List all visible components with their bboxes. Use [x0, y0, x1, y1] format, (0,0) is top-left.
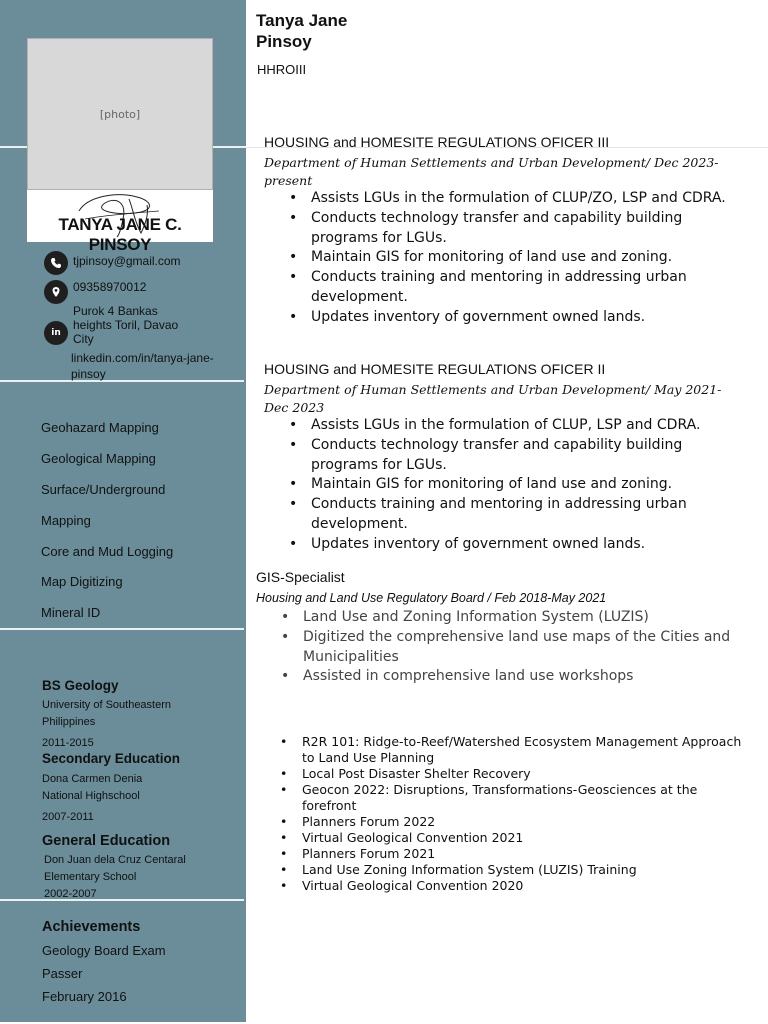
education-detail: University of Southeastern	[42, 699, 172, 711]
photo-caption: TANYA JANE C. PINSOY	[58, 215, 182, 254]
skill-item: Surface/Underground	[41, 482, 166, 497]
list-item: • Geocon 2022: Disruptions, Transformations-Geosciences at the forefront	[302, 782, 742, 814]
list-item: • Planners Forum 2021	[302, 846, 742, 862]
list-item: • Assisted in comprehensive land use workshops	[303, 667, 733, 687]
job-department: Housing and Land Use Regulatory Board / Feb 2018-May 2021	[256, 591, 607, 605]
education-detail: Philippines	[42, 716, 96, 728]
email-text[interactable]: tjpinsoy@gmail.com	[73, 254, 181, 268]
job-title: HOUSING and HOMESITE REGULATIONS OFICER II	[264, 361, 606, 377]
sidebar-divider	[0, 899, 244, 901]
list-item: • Updates inventory of government owned lands.	[311, 535, 731, 555]
skill-item: Geohazard Mapping	[41, 420, 159, 435]
list-item: • Updates inventory of government owned lands.	[311, 308, 731, 328]
job-department: Department of Human Settlements and Urban Development/ Dec 2023-present	[264, 155, 719, 188]
achievement-line: February 2016	[42, 989, 127, 1004]
address-line: Purok 4 Bankas	[73, 304, 158, 318]
location-pin-icon	[44, 280, 68, 304]
education-detail: National Highschool	[42, 790, 140, 802]
list-item: • R2R 101: Ridge-to-Reef/Watershed Ecosystem Management Approach to Land Use Planning	[302, 734, 742, 766]
trainings-list	[302, 734, 742, 894]
list-item: • Virtual Geological Convention 2021	[302, 830, 742, 846]
sidebar-divider	[0, 380, 244, 382]
list-item: • Maintain GIS for monitoring of land use and zoning.	[311, 475, 731, 495]
list-item: • Planners Forum 2022	[302, 814, 742, 830]
address-line: heights Toril, Davao	[73, 318, 179, 332]
education-years: 2011-2015	[42, 737, 94, 749]
achievement-line: Geology Board Exam	[42, 943, 166, 958]
list-item: • Conducts training and mentoring in addressing urban development.	[311, 495, 731, 535]
phone-icon	[44, 251, 68, 275]
name-first: Tanya Jane	[256, 11, 348, 30]
list-item: • Conducts technology transfer and capability building programs for LGUs.	[311, 436, 731, 476]
sidebar	[0, 0, 246, 1022]
job-duties-list	[303, 608, 733, 687]
job-title: GIS-Specialist	[256, 569, 345, 585]
achievement-line: Passer	[42, 966, 83, 981]
sidebar-divider	[0, 628, 244, 630]
skill-item: Geological Mapping	[41, 451, 156, 466]
list-item: • Conducts technology transfer and capability building programs for LGUs.	[311, 209, 731, 249]
education-degree: Secondary Education	[42, 751, 181, 766]
education-years: 2007-2011	[42, 811, 94, 823]
education-degree: General Education	[42, 833, 171, 849]
education-detail: Elementary School	[44, 871, 137, 883]
linkedin-icon[interactable]: in	[44, 321, 68, 345]
list-item: • Maintain GIS for monitoring of land use and zoning.	[311, 248, 731, 268]
name-last: Pinsoy	[256, 32, 312, 51]
list-item: • Conducts training and mentoring in addressing urban development.	[311, 268, 731, 308]
role-code: HHROIII	[257, 62, 307, 77]
skill-item: Map Digitizing	[41, 574, 123, 589]
education-detail: Don Juan dela Cruz Centaral	[44, 854, 186, 866]
list-item: • Virtual Geological Convention 2020	[302, 878, 742, 894]
profile-photo-card	[27, 38, 213, 254]
skill-item: Core and Mud Logging	[41, 544, 174, 559]
profile-photo: [photo]	[27, 38, 213, 190]
linkedin-link[interactable]: linkedin.com/in/tanya-jane-	[71, 351, 214, 365]
education-detail: Dona Carmen Denia	[42, 773, 143, 785]
list-item: • Digitized the comprehensive land use maps of the Cities and Municipalities	[303, 628, 733, 668]
phone-text: 09358970012	[73, 280, 147, 294]
achievements-heading: Achievements	[42, 919, 141, 935]
skill-item: Mineral ID	[41, 605, 101, 620]
list-item: • Assists LGUs in the formulation of CLUP/ZO, LSP and CDRA.	[311, 189, 731, 209]
job-department: Department of Human Settlements and Urban Development/ May 2021-Dec 2023	[264, 382, 722, 415]
education-degree: BS Geology	[42, 678, 119, 693]
education-years: 2002-2007	[44, 888, 97, 900]
list-item: • Land Use Zoning Information System (LUZIS) Training	[302, 862, 742, 878]
list-item: • Assists LGUs in the formulation of CLUP, LSP and CDRA.	[311, 416, 731, 436]
skill-item: Mapping	[41, 513, 91, 528]
job-title: HOUSING and HOMESITE REGULATIONS OFICER III	[264, 134, 610, 150]
address-line: City	[73, 332, 94, 346]
list-item: • Land Use and Zoning Information System (LUZIS)	[303, 608, 733, 628]
job-duties-list	[311, 189, 731, 328]
linkedin-link[interactable]: pinsoy	[71, 367, 106, 381]
job-duties-list	[311, 416, 731, 555]
list-item: • Local Post Disaster Shelter Recovery	[302, 766, 742, 782]
